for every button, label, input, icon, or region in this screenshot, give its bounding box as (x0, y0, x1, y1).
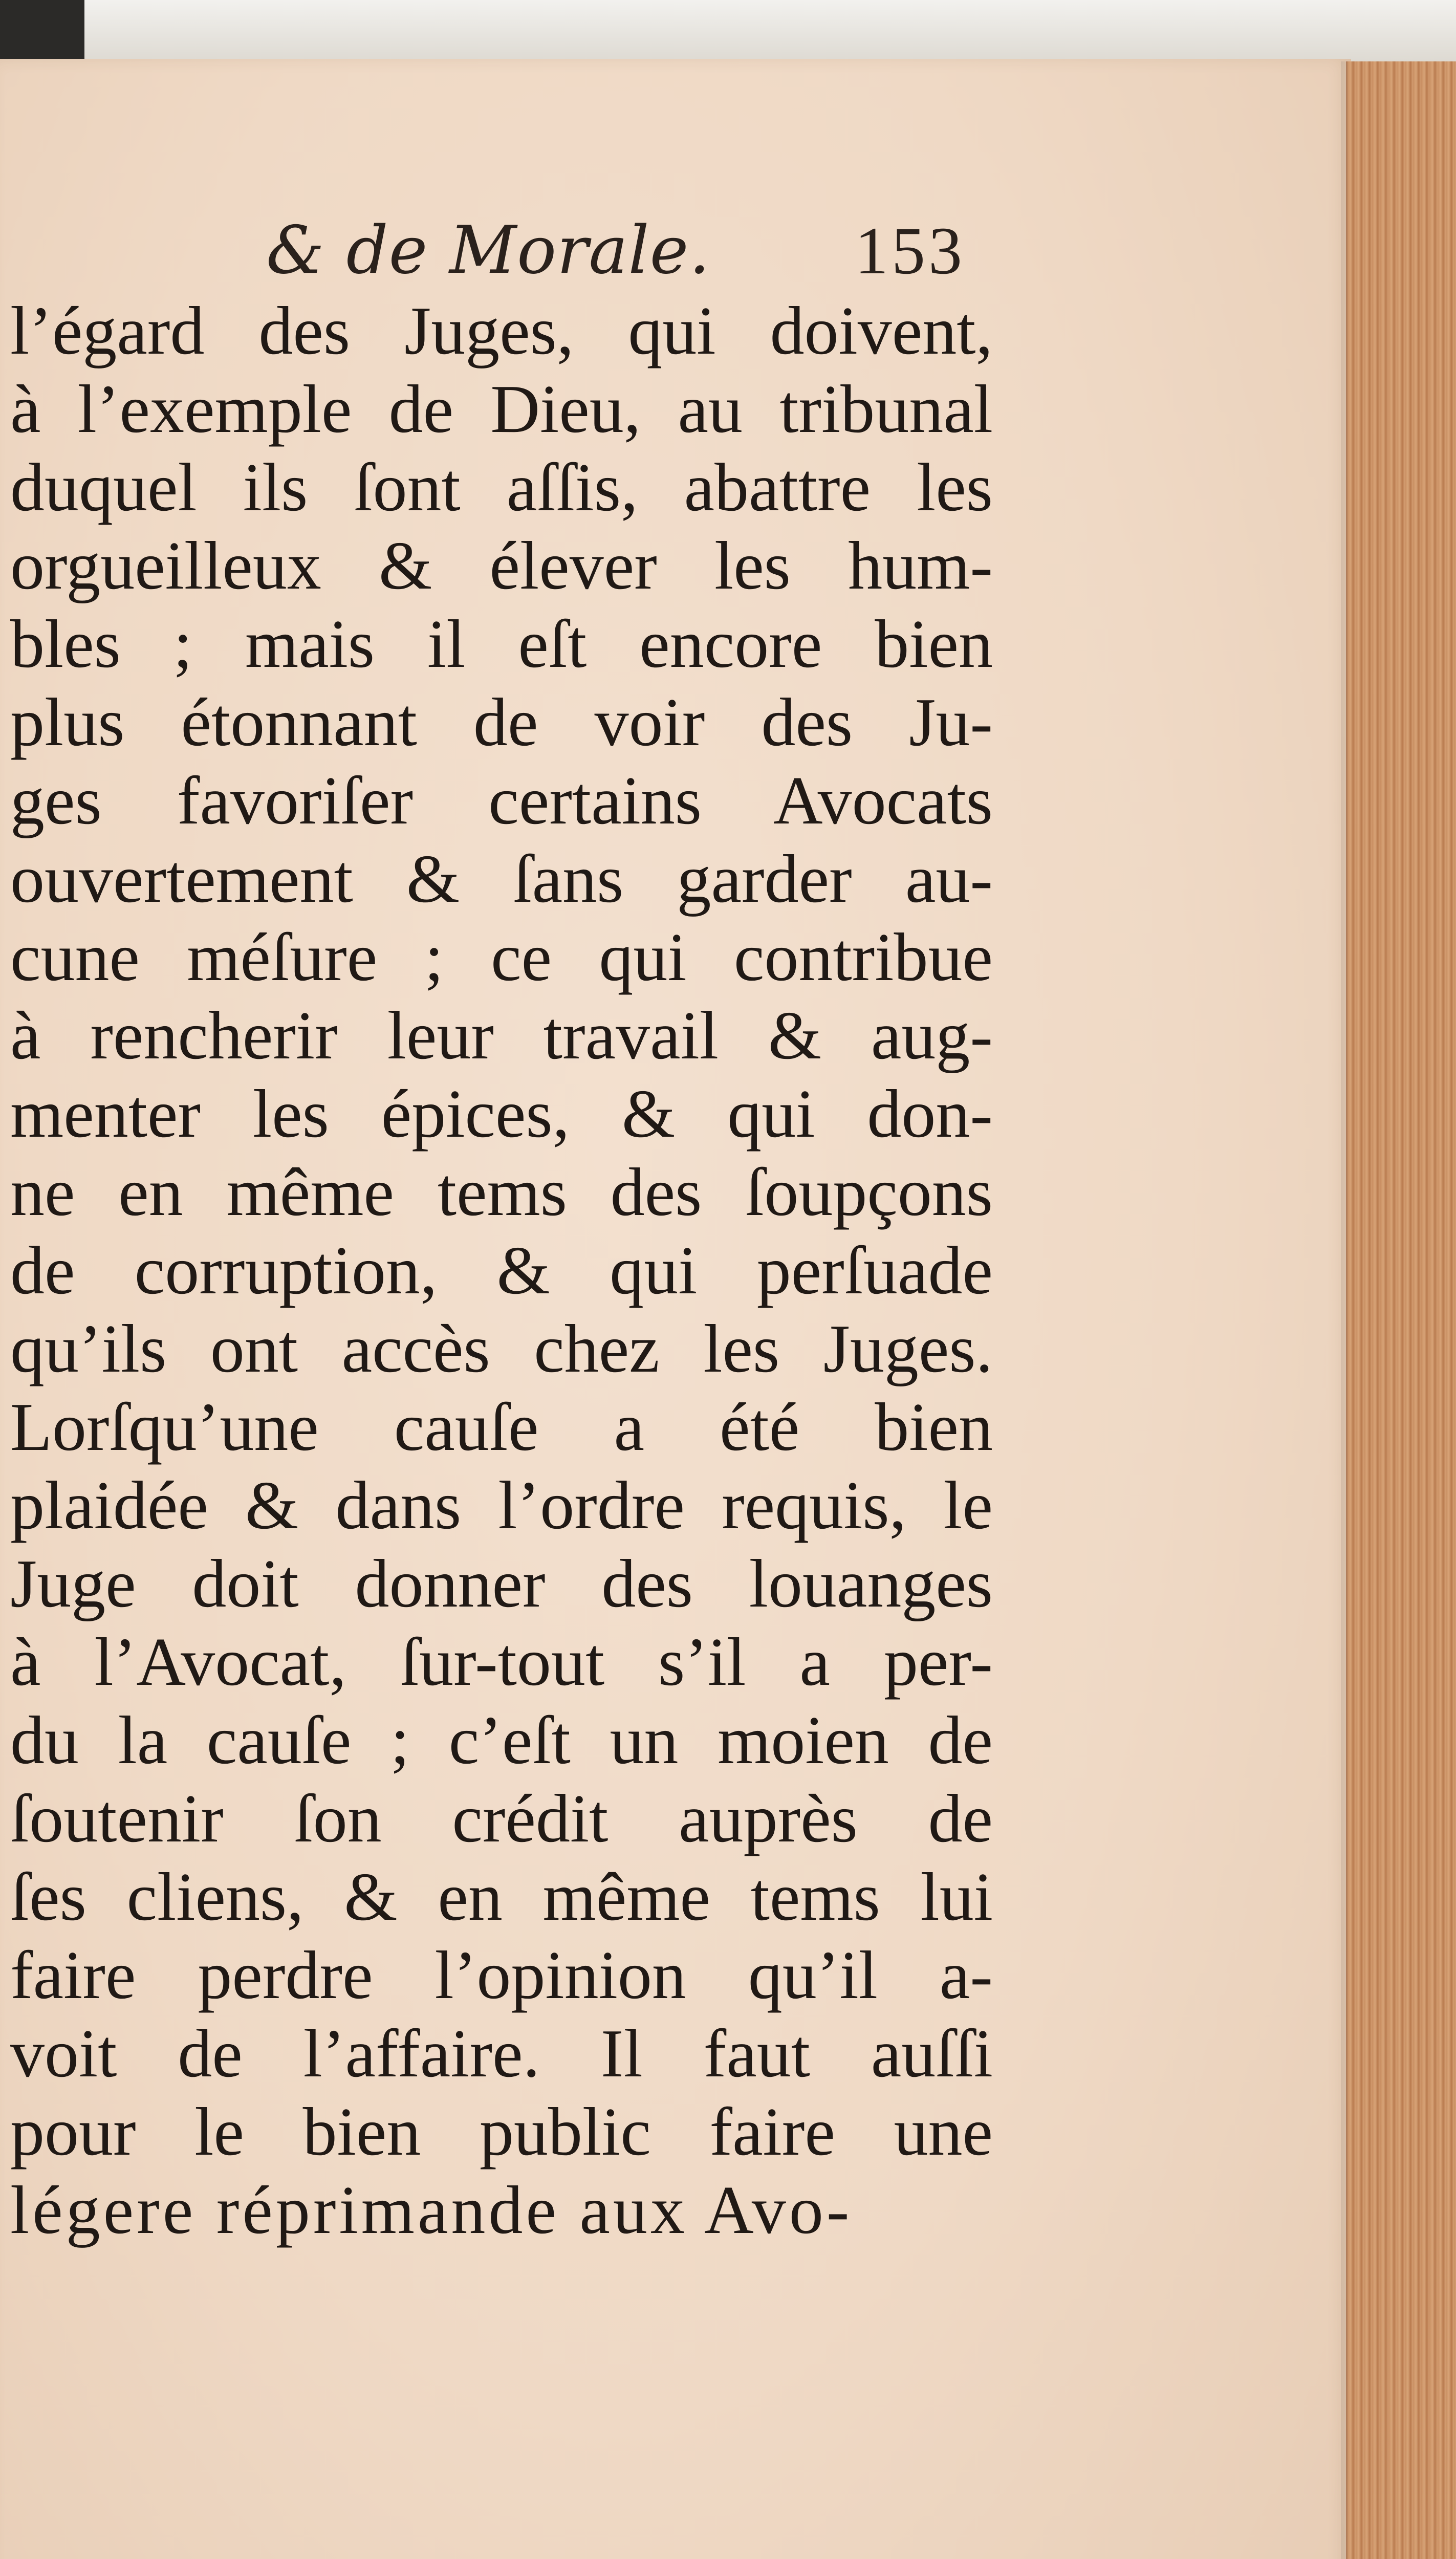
text-line: plus étonnant de voir des Ju- (10, 684, 993, 760)
text-line: à l’Avocat, ſur-tout s’il a per- (10, 1624, 993, 1700)
text-line: à l’exemple de Dieu, au tribunal (10, 371, 993, 447)
text-line: légere réprimande aux Avo- (10, 2172, 853, 2248)
text-line: plaidée & dans l’ordre requis, le (10, 1467, 993, 1543)
text-line: ouvertement & ſans garder au- (10, 841, 993, 917)
running-header (266, 210, 1034, 292)
scan-top-margin (0, 0, 1456, 67)
text-line: ges favoriſer certains Avocats (10, 763, 993, 838)
running-title: & de Morale. (266, 212, 710, 289)
text-line: ſes cliens, & en même tems lui (10, 1859, 993, 1935)
text-line: l’égard des Juges, qui doivent, (10, 293, 993, 368)
text-line: ſoutenir ſon crédit auprès de (10, 1781, 993, 1856)
body-text (10, 292, 993, 2249)
page-fore-edge (1346, 61, 1456, 2559)
text-line: pour le bien public faire une (10, 2094, 993, 2170)
text-line: à rencherir leur travail & aug- (10, 997, 993, 1073)
text-line: qu’ils ont accès chez les Juges. (10, 1311, 993, 1386)
text-line: de corruption, & qui perſuade (10, 1232, 993, 1308)
text-line: duquel ils ſont aſſis, abattre les (10, 449, 993, 525)
text-line: menter les épices, & qui don- (10, 1076, 993, 1152)
text-line: Juge doit donner des louanges (10, 1546, 993, 1621)
text-line: bles ; mais il eſt encore bien (10, 606, 993, 682)
text-line: Lorſqu’une cauſe a été bien (10, 1389, 993, 1465)
text-line: orgueilleux & élever les hum- (10, 528, 993, 603)
text-line: ne en même tems des ſoupçons (10, 1154, 993, 1230)
text-line: du la cauſe ; c’eſt un moien de (10, 1702, 993, 1778)
page-number: 153 (855, 213, 965, 288)
text-line: voit de l’affaire. Il faut auſſi (10, 2015, 993, 2091)
text-line: cune méſure ; ce qui contribue (10, 919, 993, 995)
text-line: faire perdre l’opinion qu’il a- (10, 1937, 993, 2013)
scan-corner-shadow (0, 0, 84, 61)
